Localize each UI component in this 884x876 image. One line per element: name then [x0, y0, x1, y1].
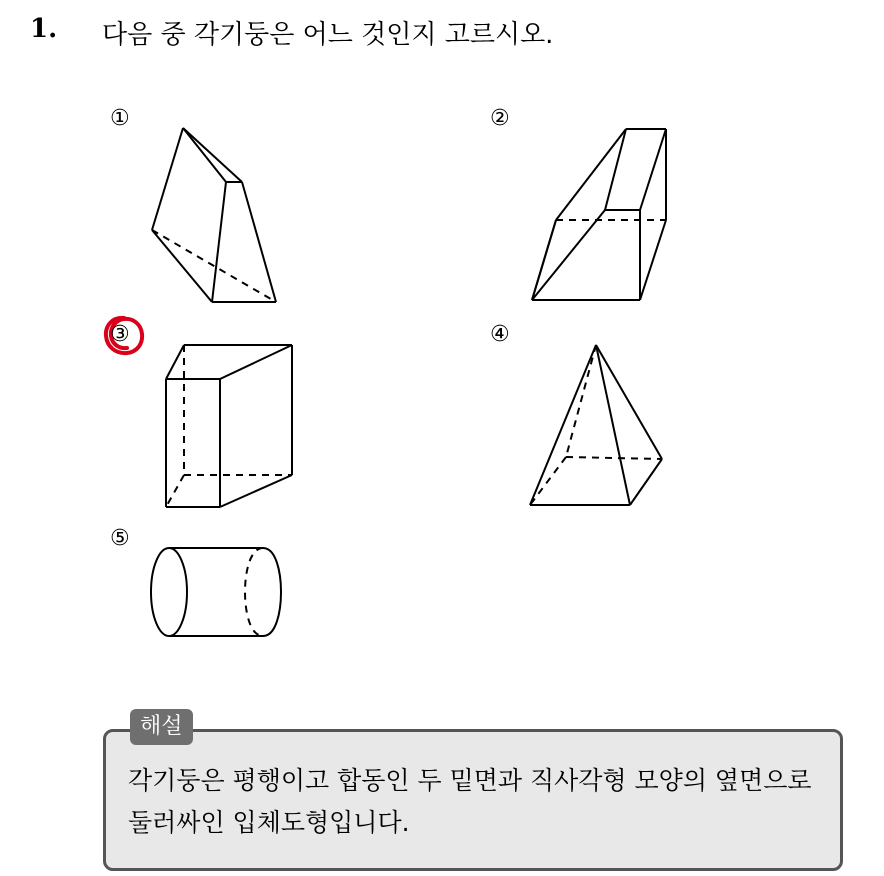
solution-line-1: 각기둥은 평행이고 합동인 두 밑면과 직사각형 모양의 옆면으로	[128, 766, 812, 795]
solution-line-2: 둘러싸인 입체도형입니다.	[128, 808, 410, 837]
question-number: 1.	[30, 14, 58, 44]
solution-text	[128, 760, 828, 844]
choice-3-figure	[150, 335, 310, 525]
choice-5-figure	[145, 540, 290, 645]
choice-4-label[interactable]: ④	[490, 322, 510, 347]
choice-2-label[interactable]: ②	[490, 106, 510, 131]
question-text: 다음 중 각기둥은 어느 것인지 고르시오.	[102, 20, 554, 50]
solution-tag: 해설	[130, 709, 193, 745]
choice-1-figure	[140, 120, 290, 320]
choice-4-figure	[520, 335, 680, 520]
choice-1-label[interactable]: ①	[110, 106, 130, 131]
choice-2-figure	[520, 120, 680, 320]
choice-5-label[interactable]: ⑤	[110, 526, 130, 551]
choice-3-label[interactable]: ③	[110, 322, 130, 347]
